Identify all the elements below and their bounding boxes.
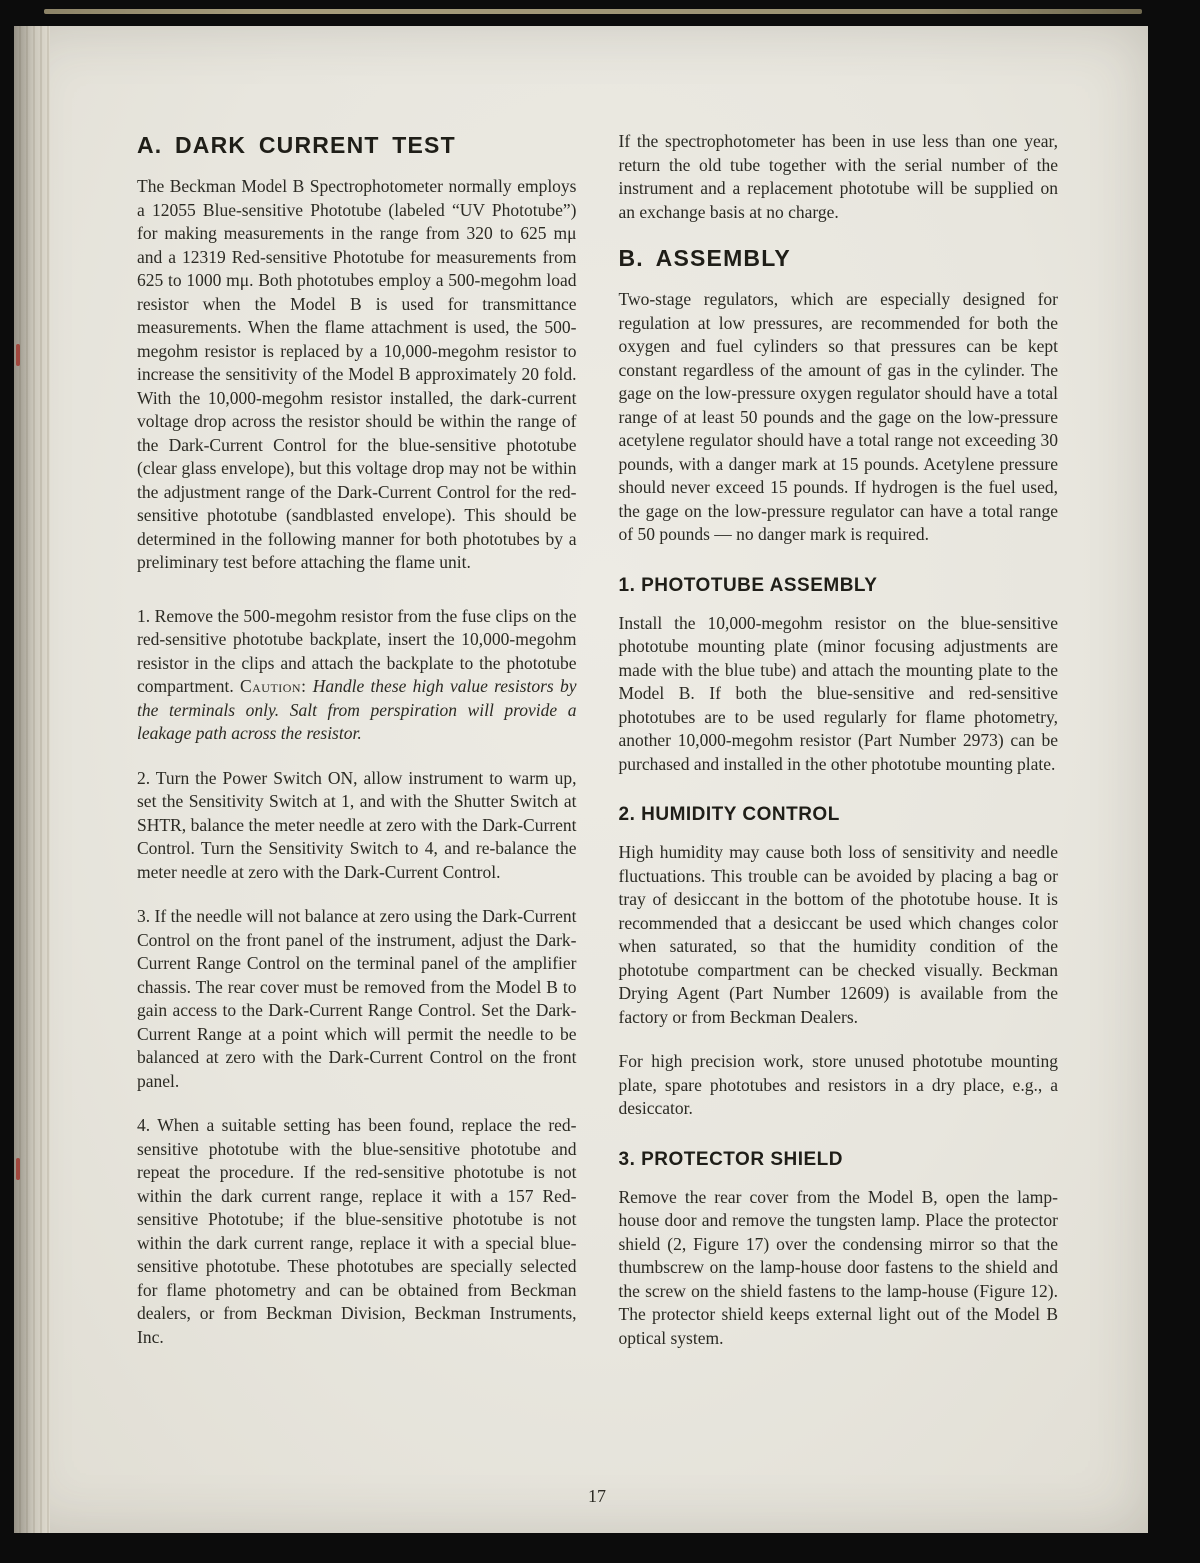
paragraph-step-1 — [137, 605, 577, 746]
paragraph-dark-current-intro: The Beckman Model B Spectrophotometer normally employs a 12055 Blue-sensitive Phototube (labeled “UV Phototube”) for making measurements in the range from 320 to 625 mμ and a 12319 Red-sensitive Phototube for measurements from 625 to 1000 mμ. Both phototubes employ a 500-megohm load resistor when the Model B is used for transmittance measurements. When the flame attachment is used, the 500-megohm resistor is replaced by a 10,000-megohm resistor to increase the sensitivity of the Model B approximately 20 fold. With the 10,000-megohm resistor installed, the dark-current voltage drop across the resistor should be within the range of the Dark-Current Control for the blue-sensitive phototube (clear glass envelope), but this voltage drop may not be within the adjustment range of the Dark-Current Control for the red-sensitive phototube (sandblasted envelope). This should be determined in the following manner for both phototubes by a preliminary test before attaching the flame unit. — [137, 176, 577, 572]
paragraph-assembly-intro: Two-stage regulators, which are especially designed for regulation at low pressures, are recommended for both the oxygen and fuel cylinders so that pressures can be kept constant regardless of the amount of gas in the cylinder. The gage on the low-pressure oxygen regulator should have a total range of at least 50 pounds and the gage on the low-pressure acetylene regulator should have a total range not exceeding 30 pounds, with a danger mark at 15 pounds. Acetylene pressure should never exceed 15 pounds. If hydrogen is the fuel used, the gage on the low-pressure regulator can have a total range of 50 pounds — no danger mark is required. — [618, 289, 1058, 544]
paragraph-humidity-control-2: For high precision work, store unused phototube mounting plate, spare phototubes and resistors in a dry place, e.g., a desiccator. — [618, 1051, 1058, 1118]
paragraph-exchange-continuation: If the spectrophotometer has been in use less than one year, return the old tube together with the serial number of the instrument and a replacement phototube will be supplied on an exchange basis at no charge. — [618, 131, 1058, 222]
document-page — [14, 26, 1148, 1533]
paragraph-step-3: 3. If the needle will not balance at zero using the Dark-Current Control on the front panel of the instrument, adjust the Dark-Current Range Control on the terminal panel of the amplifier chassis. The rear cover must be removed from the Model B to gain access to the Dark-Current Range Control. Set the Dark-Current Range at a point which will permit the needle to be balanced at zero with the Dark-Current Control on the front panel. — [137, 906, 577, 1091]
section-heading-assembly: B. ASSEMBLY — [618, 245, 791, 271]
page-content — [14, 26, 1148, 1371]
left-column — [137, 130, 577, 1371]
paragraph-step-4: 4. When a suitable setting has been found, replace the red-sensitive phototube with the blue-sensitive phototube and repeat the procedure. If the red-sensitive phototube is not within the dark current range, replace it with a 157 Red-sensitive Phototube; if the blue-sensitive phototube is not within the dark current range, replace it with a special blue-sensitive phototube. These phototubes are specially selected for flame photometry and can be obtained from Beckman dealers, or from Beckman Division, Beckman Instruments, Inc. — [137, 1115, 577, 1347]
book-cover-edge — [44, 9, 1142, 14]
paragraph-protector-shield: Remove the rear cover from the Model B, open the lamp-house door and remove the tungsten lamp. Place the protector shield (2, Figure 17) over the condensing mirror so that the thumbscrew on the lamp-house door fastens to the shield and the screw on the shield fastens to the lamp-house (Figure 12). The protector shield keeps external light out of the Model B optical system. — [618, 1186, 1058, 1348]
paragraph-step-2: 2. Turn the Power Switch ON, allow instrument to warm up, set the Sensitivity Switch at 1, and with the Shutter Switch at SHTR, balance the meter needle at zero with the Dark-Current Control. Turn the Sensitivity Switch to 4, and re-balance the meter needle at zero with the Dark-Current Control. — [137, 767, 577, 882]
page-number: 17 — [588, 1486, 606, 1506]
paragraph-phototube-assembly: Install the 10,000-megohm resistor on the blue-sensitive phototube mounting plate (minor focusing adjustments are made with the blue tube) and attach the mounting plate to the Model B. If both the blue-sensitive and red-sensitive phototubes are to be used regularly for flame photometry, another 10,000-megohm resistor (Part Number 2973) can be purchased and installed in the other phototube mounting plate. — [618, 612, 1058, 774]
paragraph-humidity-control-1: High humidity may cause both loss of sensitivity and needle fluctuations. This trouble can be avoided by placing a bag or tray of desiccant in the bottom of the phototube house. It is recommended that a desiccant be used which changes color when saturated, so that the humidity condition of the phototube compartment can be checked visually. Beckman Drying Agent (Part Number 12609) is available from the factory or from Beckman Dealers. — [618, 842, 1058, 1027]
subheading-phototube-assembly: 1. PHOTOTUBE ASSEMBLY — [618, 574, 878, 596]
subheading-protector-shield: 3. PROTECTOR SHIELD — [618, 1148, 844, 1170]
step-1-text: 1. Remove the 500-megohm resistor from the fuse clips on the red-sensitive phototube backplate, insert the 10,000-megohm resistor in the clips and attach the backplate to the phototube compartment. — [137, 605, 577, 696]
section-heading-dark-current-test: A. DARK CURRENT TEST — [137, 132, 456, 158]
subheading-humidity-control: 2. HUMIDITY CONTROL — [618, 804, 840, 825]
caution-text: Handle these high value resistors by the terminals only. Salt from perspiration will provide a leakage path across the resistor. — [137, 676, 577, 743]
right-column — [619, 130, 1059, 1371]
caution-label: Caution: — [239, 676, 307, 696]
